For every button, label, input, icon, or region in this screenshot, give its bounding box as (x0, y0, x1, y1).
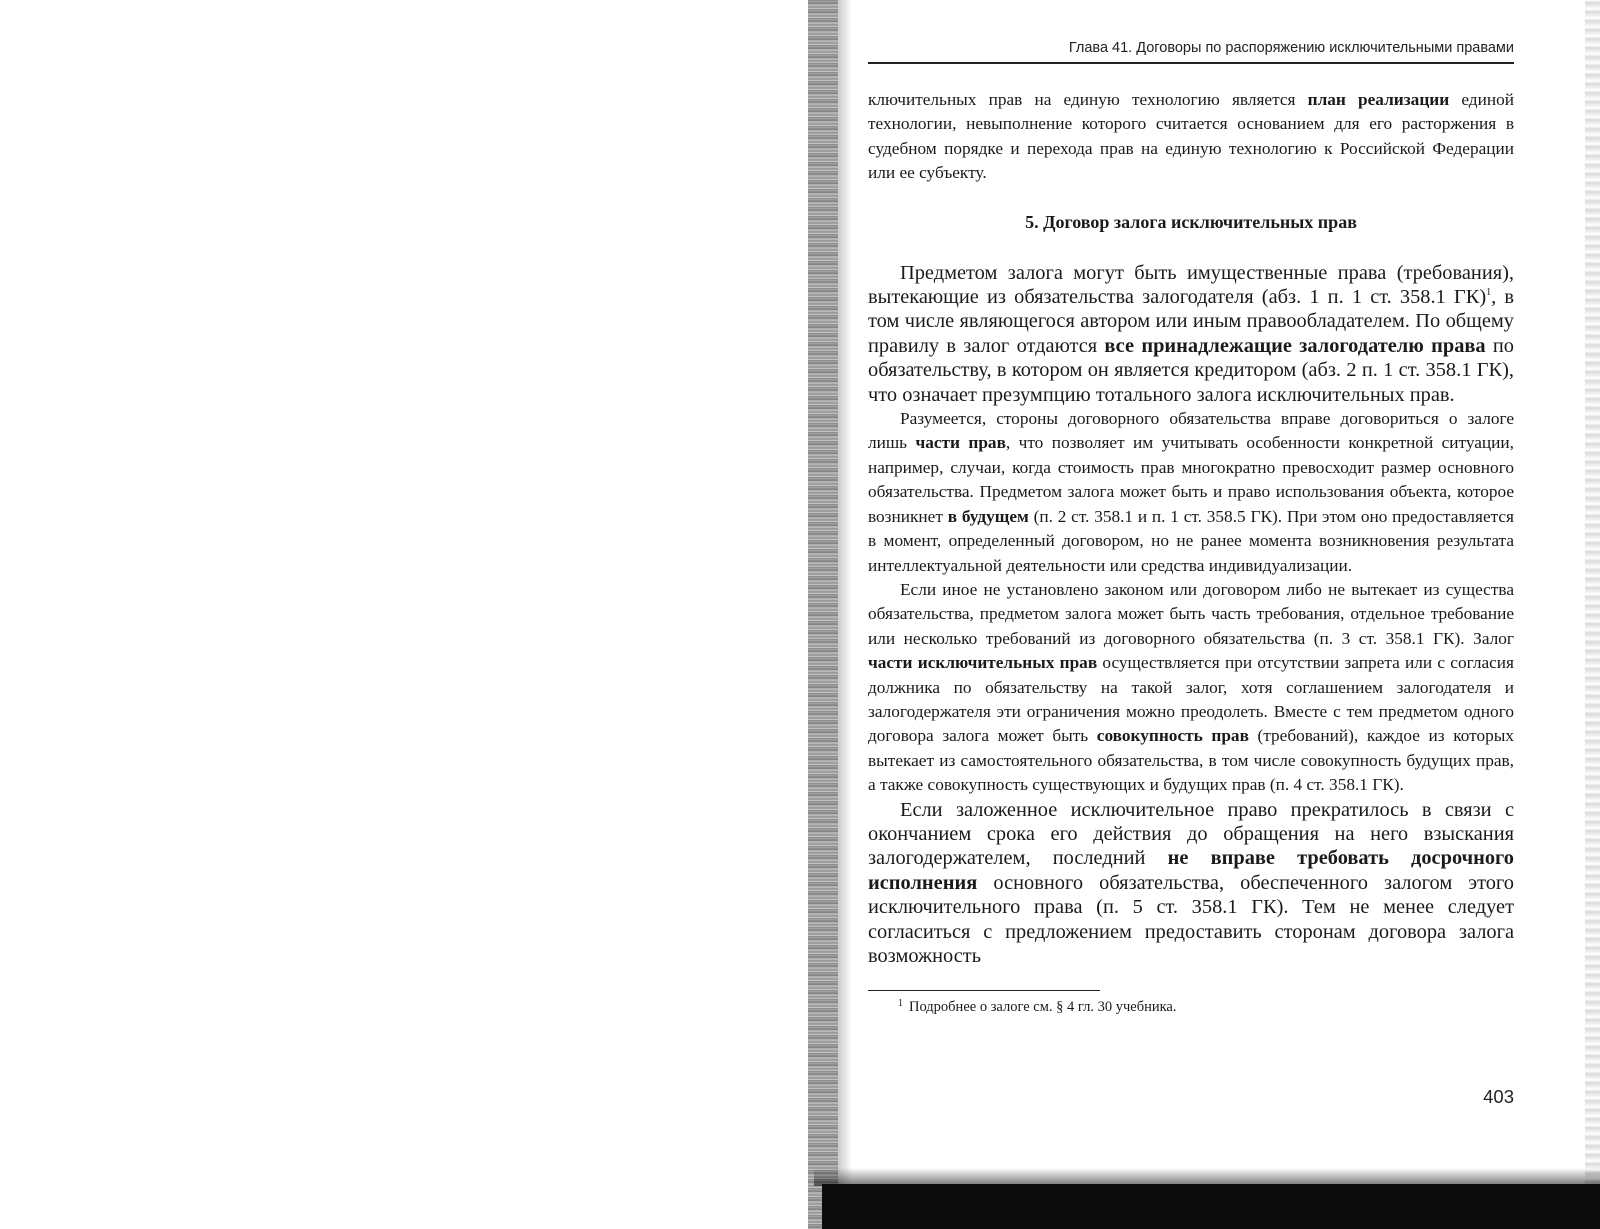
book-page (868, 40, 1514, 1016)
page-number: 403 (1483, 1086, 1514, 1107)
paragraph-5: Если заложенное исключительное право прекратилось в связи с окончанием срока его действия до обращения на него взыскания залогодержателем, последний не вправе требовать досрочного исполнения основного обязательства, обеспеченного залогом этого исключительного права (п. 5 ст. 358.1 ГК). Тем не менее следует согласиться с предложением предоставить сторонам договора залога возможность (868, 798, 1515, 967)
page-edge (1585, 0, 1600, 1229)
paragraph-4: Если иное не установлено законом или договором либо не вытекает из существа обязательства, предметом залога может быть часть требования, отдельное требование или несколько требований из договорного обязательства (п. 3 ст. 358.1 ГК). Залог части исключительных прав осуществляется при отсутствии запрета или с согласия должника по обязательству на такой залог, хотя соглашением залогодателя и залогодержателя эти ограничения можно преодолеть. Вместе с тем предметом одного договора залога может быть совокупность прав (требований), каждое из которых вытекает из самостоятельного обязательства, в том числе совокупность будущих прав, а также совокупность существующих и будущих прав (п. 4 ст. 358.1 ГК). (868, 579, 1514, 795)
book-gutter (808, 0, 838, 1229)
footnote: $^1$ Подробнее о залоге см. § 4 гл. 30 учебника. (898, 997, 1177, 1016)
gutter-shadow (838, 0, 852, 1229)
paragraph-1: ключительных прав на единую технологию является план реализации единой технологии, невыполнение которого считается основанием для его расторжения в судебном порядке и перехода прав на единую технологию к Российской Федерации или ее субъекту. (868, 90, 1514, 183)
paragraph-3: Разумеется, стороны договорного обязательства вправе договориться о залоге лишь части прав, что позволяет им учитывать особенности конкретной ситуации, например, случаи, когда стоимость прав многократно превосходит размер основного обязательства. Предметом залога может быть и право использования объекта, которое возникнет в будущем (п. 2 ст. 358.1 и п. 1 ст. 358.5 ГК). При этом оно предоставляется в момент, определенный договором, но не ранее момента возникновения результата интеллектуальной деятельности или средства индивидуализации. (868, 409, 1515, 575)
scan-bottom-band (822, 1184, 1600, 1229)
section-title: 5. Договор залога исключительных прав (1025, 211, 1357, 232)
footnote-rule (868, 990, 1100, 991)
paragraph-2: Предметом залога могут быть имущественные права (требования), вытекающие из обязательства залогодателя (абз. 1 п. 1 ст. 358.1 ГК)$^1$, в том числе являющегося автором или иным правообладателем. По общему правилу в залог отдаются все принадлежащие залогодателю права по обязательству, в котором он является кредитором (абз. 2 п. 1 ст. 358.1 ГК), что означает презумпцию тотального залога исключительных прав. (868, 261, 1515, 406)
footnote-ref: 1 (1486, 287, 1492, 299)
running-head: Глава 41. Договоры по распоряжению исключительными правами (868, 40, 1514, 64)
